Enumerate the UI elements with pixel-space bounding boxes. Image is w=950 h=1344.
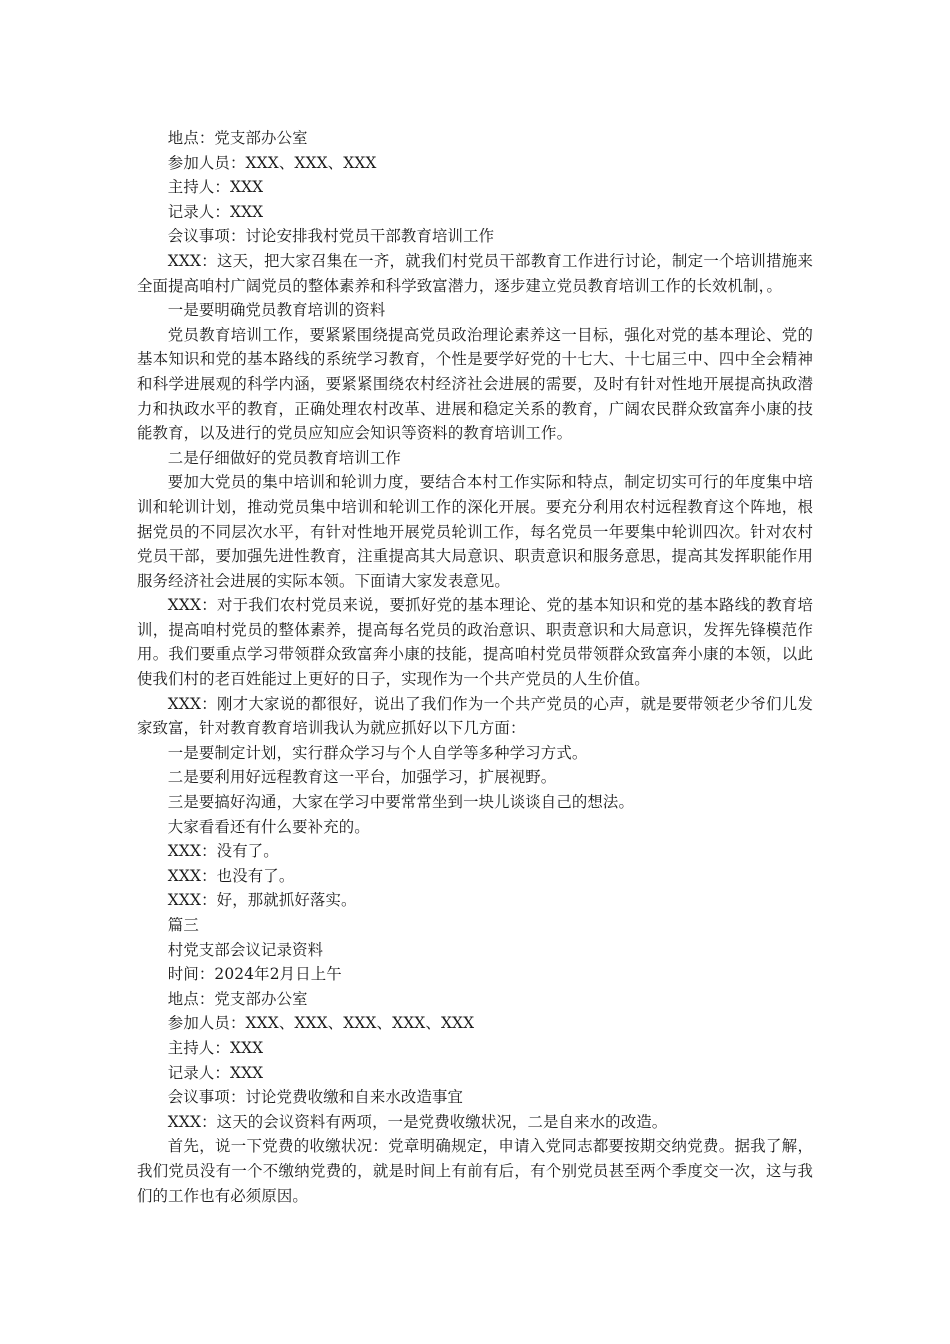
paragraph: XXX：也没有了。 [167, 866, 295, 885]
paragraph: 地点：党支部办公室 [167, 129, 308, 147]
paragraph: 参加人员：XXX、XXX、XXX、XXX、XXX [167, 1014, 475, 1033]
paragraph: 要加大党员的集中培训和轮训力度，要结合本村工作实际和特点，制定切实可行的年度集中培训和轮训计划，推动党员集中培训和轮训工作的深化开展。要充分利用农村远程教育这个阵地，根据党员的不同层次水平，有针对性地开展党员轮训工作，每名党员一年要集中轮训四次。针对农村党员干部，要加强先进性教育，注重提高其大局意识、职责意识和服务意思，提高其发挥职能作用服务经济社会进展的实际本领。下面请大家发表意见。 [137, 473, 813, 590]
paragraph: 一是要制定计划，实行群众学习与个人自学等多种学习方式。 [167, 743, 588, 762]
paragraph: XXX：这天的会议资料有两项，一是党费收缴状况，二是自来水的改造。 [167, 1112, 668, 1131]
paragraph: 记录人：XXX [167, 1063, 264, 1082]
paragraph: 一是要明确党员教育培训的资料 [167, 301, 386, 320]
paragraph: 党员教育培训工作，要紧紧围绕提高党员政治理论素养这一目标，强化对党的基本理论、党的基本知识和党的基本路线的系统学习教育，个性是要学好党的十七大、十七届三中、四中全会精神和科学进展观的科学内涵，要紧紧围绕农村经济社会进展的需要，及时有针对性地开展提高执政潜力和执政水平的教育，正确处理农村改革、进展和稳定关系的教育，广阔农民群众致富奔小康的技能教育，以及进行的党员应知应会知识等资料的教育培训工作。 [137, 325, 813, 443]
paragraph: XXX：刚才大家说的都很好，说出了我们作为一个共产党员的心声，就是要带领老少爷们儿发家致富，针对教育教育培训我认为就应抓好以下几方面： [137, 694, 813, 738]
paragraph: 首先，说一下党费的收缴状况：党章明确规定，申请入党同志都要按期交纳党费。据我了解，我们党员没有一个不缴纳党费的，就是时间上有前有后，有个别党员甚至两个季度交一次，这与我们的工作也有必须原因。 [137, 1137, 813, 1205]
document-body [137, 126, 813, 1208]
paragraph: XXX：没有了。 [167, 842, 279, 861]
section-heading: 篇三 [167, 916, 199, 934]
document-title: 村党支部会议记录资料 [167, 940, 324, 959]
paragraph: 会议事项：讨论安排我村党员干部教育培训工作 [167, 227, 495, 246]
paragraph: 时间：2024年2月日上午 [167, 965, 342, 984]
paragraph: 二是要利用好远程教育这一平台，加强学习，扩展视野。 [167, 768, 557, 787]
paragraph: 主持人：XXX [167, 1038, 264, 1057]
paragraph: 主持人：XXX [167, 178, 264, 197]
paragraph: 大家看看还有什么要补充的。 [167, 817, 370, 836]
paragraph: 地点：党支部办公室 [167, 989, 308, 1008]
paragraph: 三是要搞好沟通，大家在学习中要常常坐到一块儿谈谈自己的想法。 [167, 793, 635, 812]
paragraph: 记录人：XXX [167, 202, 264, 221]
paragraph: XXX：对于我们农村党员来说，要抓好党的基本理论、党的基本知识和党的基本路线的教育培训，提高咱村党员的整体素养，提高每名党员的政治意识、职责意识和大局意识，发挥先锋模范作用。我们要重点学习带领群众致富奔小康的技能，提高咱村党员带领群众致富奔小康的本领，以此使我们村的老百姓能过上更好的日子，实现作为一个共产党员的人生价值。 [137, 596, 813, 689]
paragraph: 会议事项：讨论党费收缴和自来水改造事宜 [167, 1088, 464, 1107]
paragraph: 二是仔细做好的党员教育培训工作 [167, 448, 401, 467]
paragraph: XXX：这天，把大家召集在一齐，就我们村党员干部教育工作进行讨论，制定一个培训措施来全面提高咱村广阔党员的整体素养和科学致富潜力，逐步建立党员教育培训工作的长效机制，。 [137, 251, 813, 295]
paragraph: XXX：好，那就抓好落实。 [167, 891, 357, 910]
paragraph: 参加人员：XXX、XXX、XXX [167, 153, 377, 172]
